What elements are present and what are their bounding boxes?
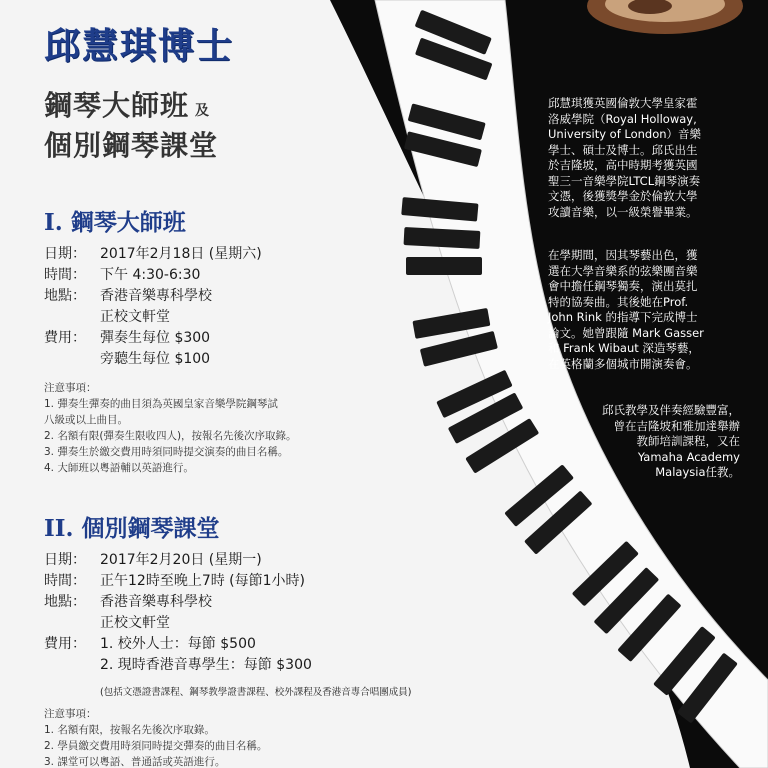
section2-fee-external: 1. 校外人士：每節 $500 [100, 636, 256, 652]
section1-fee-audit: 旁聽生每位 $100 [100, 351, 211, 367]
subtitle-lessons: 個別鋼琴課堂 [44, 129, 219, 162]
page-title: 邱慧琪博士 [44, 26, 235, 67]
section2-venue: 香港音樂專科學校 [100, 594, 212, 610]
section1-heading: I. 鋼琴大師班 [44, 209, 186, 236]
bio-paragraph-2: 在學期間，因其琴藝出色，獲 選在大學音樂系的弦樂團音樂 會中擔任鋼琴獨奏，演出莫扎 特的協奏曲。其後她在Prof. John Rink 的指導下完成博士 論文。她曾跟隨 Mark Gasser 和 Frank Wibaut 深造琴藝， 在英格蘭多個城市開演奏會。 [548, 248, 704, 371]
section1-notes: 注意事項： 1. 彈奏生彈奏的曲目須為英國皇家音樂學院鋼琴試 八級或以上曲目。 2. 名額有限(彈奏生限收四人)，按報名先後次序取錄。 3. 彈奏生於繳交費用時須同時提交演奏的曲目名稱。 4. 大師班以粵語輔以英語進行。 [44, 382, 297, 474]
section2-date: 2017年2月20日 (星期一) [100, 552, 262, 568]
section1-details: 日期： 2017年2月18日 (星期六) 時間： 下午 4:30-6:30 地點： 香港音樂專科學校 正校文軒堂 費用： 彈奏生每位 $300 旁聽生每位 $100 [44, 246, 262, 367]
section2-fee-note: (包括文憑證書課程、鋼琴教學證書課程、校外課程及香港音專合唱團成員) [100, 687, 412, 698]
section2-heading: II. 個別鋼琴課堂 [44, 515, 220, 542]
section1-fee-player: 彈奏生每位 $300 [100, 330, 211, 346]
section2-fee-student: 2. 現時香港音專學生：每節 $300 [100, 657, 312, 673]
subtitle-masterclass: 鋼琴大師班 及 [44, 89, 211, 122]
section1-time: 下午 4:30-6:30 [100, 267, 201, 283]
section1-date: 2017年2月18日 (星期六) [100, 246, 262, 262]
subtitle-and: 及 [195, 103, 211, 119]
black-key [406, 257, 482, 275]
section2-notes: 注意事項： 1. 名額有限，按報名先後次序取錄。 2. 學員繳交費用時須同時提交彈奏的曲目名稱。 3. 課堂可以粵語、普通話或英語進行。 [44, 708, 268, 768]
section1-venue: 香港音樂專科學校 [100, 288, 212, 304]
section2-details: 日期： 2017年2月20日 (星期一) 時間： 正午12時至晚上7時 (每節1小時) 地點： 香港音樂專科學校 正校文軒堂 費用： 1. 校外人士：每節 $500 2. 現時香港音專學生：每節 $300 [44, 552, 312, 673]
section2-time: 正午12時至晚上7時 (每節1小時) [100, 573, 306, 589]
bio-paragraph-1: 邱慧琪獲英國倫敦大學皇家霍 洛威學院（Royal Holloway, University of London）音樂 學士、碩士及博士。邱氏出生 於吉隆坡，高中時期考獲英國 聖三一音樂學院LTCL鋼琴演奏 文憑，後獲獎學金於倫敦大學 攻讀音樂，以一級榮譽畢業。 [548, 96, 702, 219]
bio-paragraph-3: 邱氏教學及伴奏經驗豐富， 曾在吉隆坡和雅加達舉辦 教師培訓課程，又在 Yamaha Academy Malaysia任教。 [602, 403, 740, 479]
